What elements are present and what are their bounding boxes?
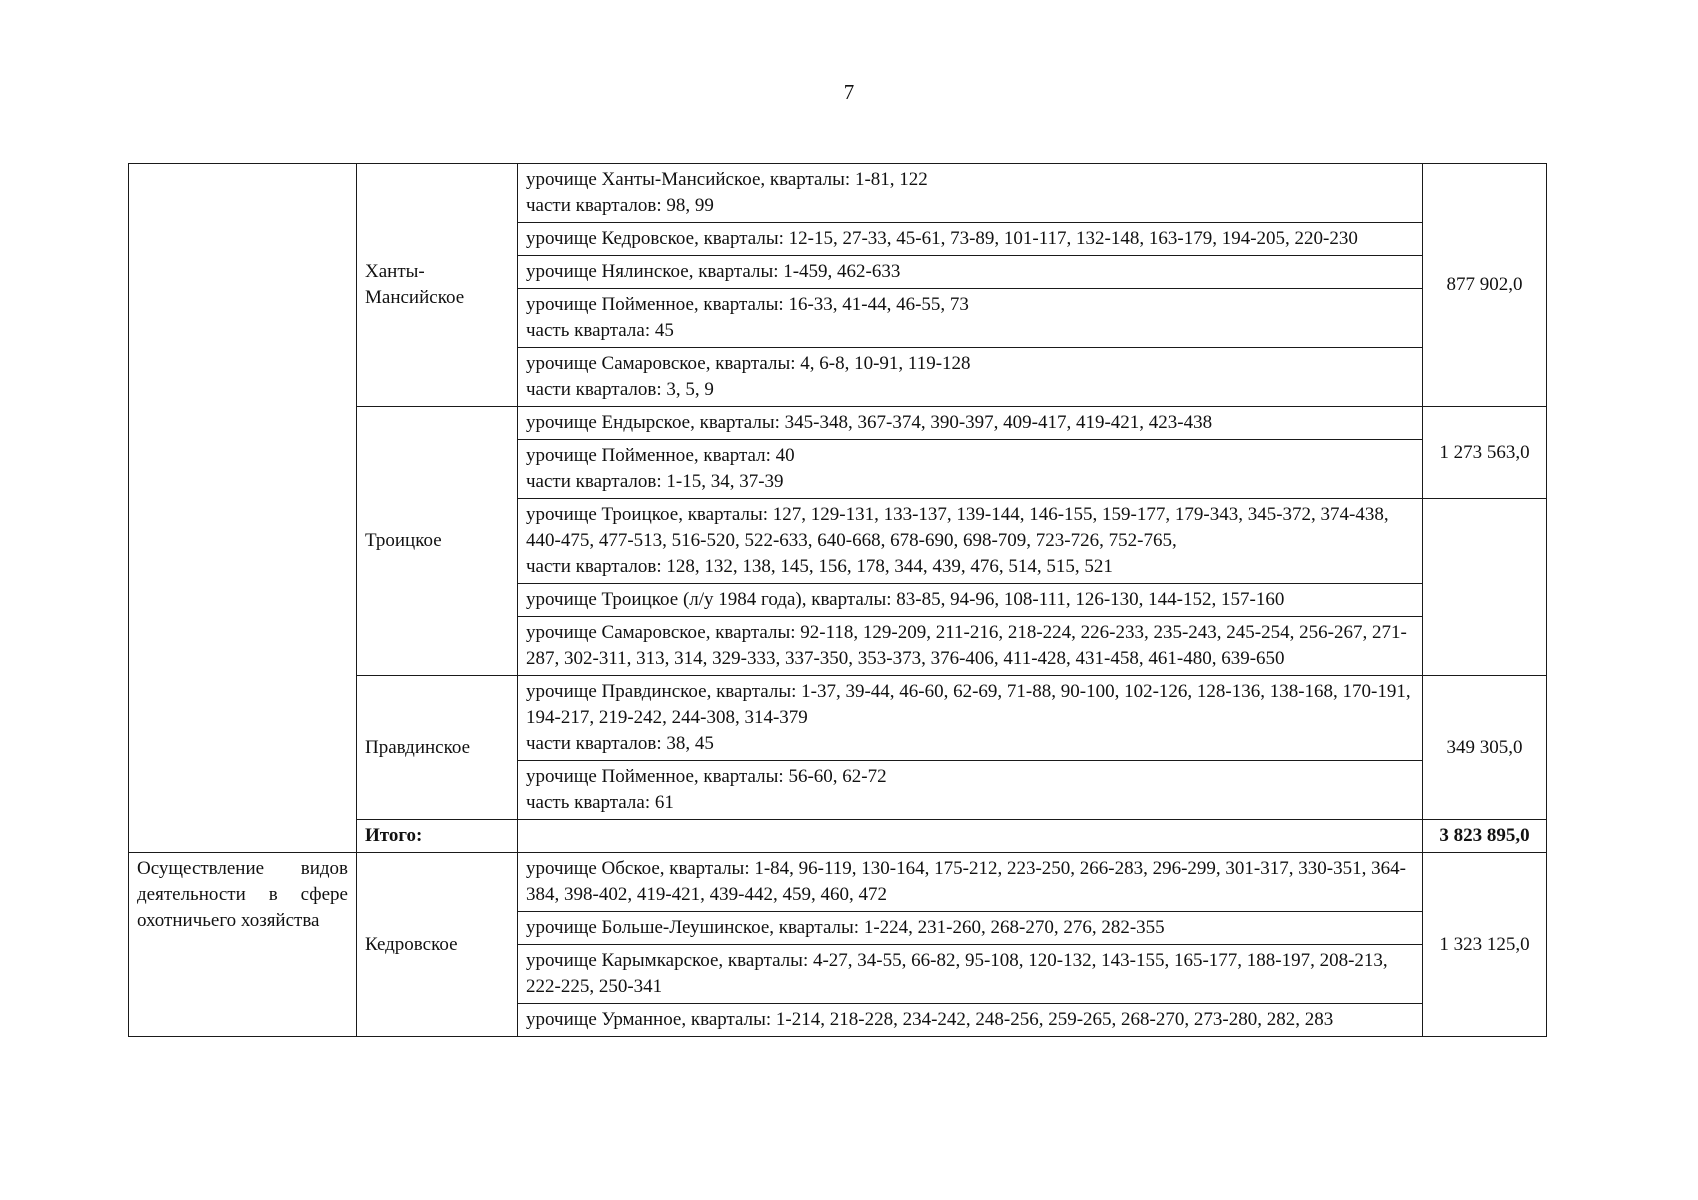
tract-cell xyxy=(518,912,1423,945)
total-empty-cell xyxy=(518,820,1423,853)
tract-cell xyxy=(518,164,1423,223)
area-cell: 1 323 125,0 xyxy=(1423,853,1547,1037)
tract-text-line: части кварталов: 1-15, 34, 37-39 xyxy=(526,471,784,492)
tract-text-line: часть квартала: 61 xyxy=(526,792,674,813)
tract-cell xyxy=(518,348,1423,407)
tract-cell xyxy=(518,1004,1423,1037)
tract-cell xyxy=(518,223,1423,256)
table-body xyxy=(129,164,1547,1037)
tract-text-line: урочище Ханты-Мансийское, кварталы: 1-81, 122 xyxy=(526,169,928,190)
tract-cell xyxy=(518,289,1423,348)
activity-cell-empty xyxy=(129,164,357,853)
table-row xyxy=(129,853,1547,912)
tract-text-line: урочище Обское, кварталы: 1-84, 96-119, 130-164, 175-212, 223-250, 266-283, 296-299, 301-317, 330-351, 364-384, 398-402, 419-421, 439-442, 459, 460, 472 xyxy=(526,858,1406,905)
tract-cell xyxy=(518,407,1423,440)
tract-text-line: урочище Троицкое, кварталы: 127, 129-131, 133-137, 139-144, 146-155, 159-177, 179-343, 345-372, 374-438, 440-475, 477-513, 516-520, 522-633, 640-668, 678-690, 698-709, 723-726, 752-765, xyxy=(526,504,1389,551)
forestry-cell: Ханты-Мансийское xyxy=(357,164,518,407)
forest-tracts-table xyxy=(128,163,1547,1037)
tract-text-line: урочище Правдинское, кварталы: 1-37, 39-44, 46-60, 62-69, 71-88, 90-100, 102-126, 128-136, 138-168, 170-191, 194-217, 219-242, 244-308, 314-379 xyxy=(526,681,1411,728)
forestry-cell: Кедровское xyxy=(357,853,518,1037)
tract-text-line: урочище Пойменное, квартал: 40 xyxy=(526,445,795,466)
tract-text-line: часть квартала: 45 xyxy=(526,320,674,341)
tract-cell xyxy=(518,584,1423,617)
tract-text-line: урочище Ендырское, кварталы: 345-348, 367-374, 390-397, 409-417, 419-421, 423-438 xyxy=(526,412,1213,433)
tract-text-line: урочище Пойменное, кварталы: 56-60, 62-72 xyxy=(526,766,887,787)
tract-cell xyxy=(518,440,1423,499)
area-cell: 877 902,0 xyxy=(1423,164,1547,407)
table-row xyxy=(129,164,1547,223)
forestry-cell: Правдинское xyxy=(357,676,518,820)
page-number: 7 xyxy=(843,80,855,104)
tract-text-line: урочище Самаровское, кварталы: 92-118, 129-209, 211-216, 218-224, 226-233, 235-243, 245-254, 256-267, 271-287, 302-311, 313, 314, 329-333, 337-350, 353-373, 376-406, 411-428, 431-458, 461-480, 639-650 xyxy=(526,622,1407,669)
tract-cell xyxy=(518,761,1423,820)
tract-text-line: части кварталов: 3, 5, 9 xyxy=(526,379,714,400)
area-cell: 1 273 563,0 xyxy=(1423,407,1547,499)
tract-cell xyxy=(518,676,1423,761)
tract-cell xyxy=(518,499,1423,584)
tract-text-line: части кварталов: 38, 45 xyxy=(526,733,714,754)
total-value: 3 823 895,0 xyxy=(1423,820,1547,853)
tract-text-line: урочище Карымкарское, кварталы: 4-27, 34-55, 66-82, 95-108, 120-132, 143-155, 165-177, 188-197, 208-213, 222-225, 250-341 xyxy=(526,950,1388,997)
tract-text-line: части кварталов: 128, 132, 138, 145, 156, 178, 344, 439, 476, 514, 515, 521 xyxy=(526,556,1113,577)
tract-text-line: урочище Нялинское, кварталы: 1-459, 462-633 xyxy=(526,261,901,282)
tract-text-line: урочище Урманное, кварталы: 1-214, 218-228, 234-242, 248-256, 259-265, 268-270, 273-280, 282, 283 xyxy=(526,1009,1334,1030)
tract-cell xyxy=(518,256,1423,289)
activity-cell: Осуществление видов деятельности в сфере охотничьего хозяйства xyxy=(129,853,357,1037)
tract-text-line: урочище Больше-Леушинское, кварталы: 1-224, 231-260, 268-270, 276, 282-355 xyxy=(526,917,1165,938)
tract-cell xyxy=(518,945,1423,1004)
tract-text-line: части кварталов: 98, 99 xyxy=(526,195,714,216)
total-label: Итого: xyxy=(357,820,518,853)
area-cell: 349 305,0 xyxy=(1423,676,1547,820)
tract-cell xyxy=(518,853,1423,912)
tract-cell xyxy=(518,617,1423,676)
tract-text-line: урочище Кедровское, кварталы: 12-15, 27-33, 45-61, 73-89, 101-117, 132-148, 163-179, 194-205, 220-230 xyxy=(526,228,1358,249)
tract-text-line: урочище Троицкое (л/у 1984 года), кварталы: 83-85, 94-96, 108-111, 126-130, 144-152, 157-160 xyxy=(526,589,1285,610)
tract-text-line: урочище Пойменное, кварталы: 16-33, 41-44, 46-55, 73 xyxy=(526,294,969,315)
area-cell-empty xyxy=(1423,499,1547,676)
forestry-cell: Троицкое xyxy=(357,407,518,676)
tract-text-line: урочище Самаровское, кварталы: 4, 6-8, 10-91, 119-128 xyxy=(526,353,971,374)
